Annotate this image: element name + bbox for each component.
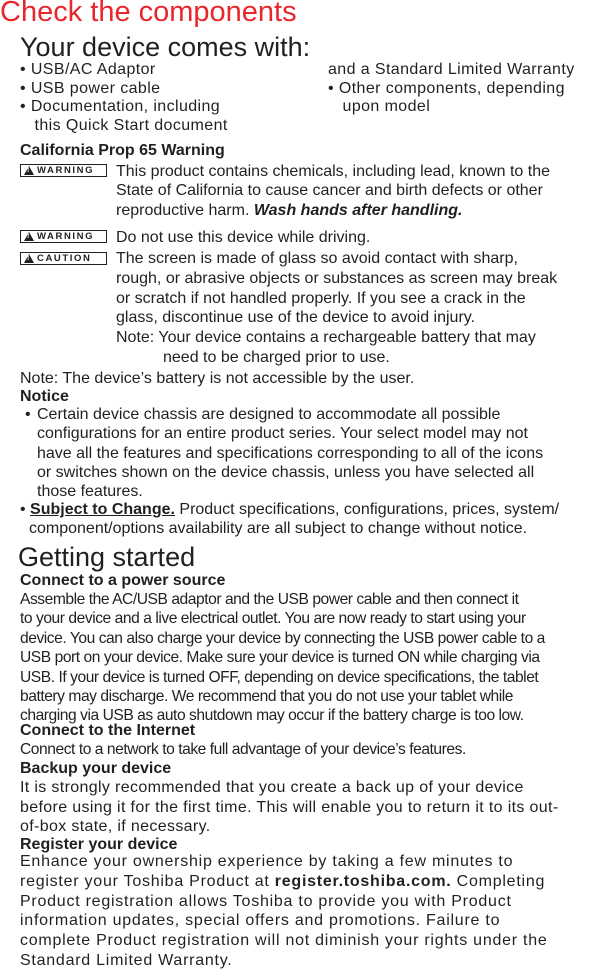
text-line: This product contains chemicals, including lead, known to the [116,163,551,180]
page-heading: Check the components [0,0,297,28]
text-line: battery may discharge. We recommend that you do not use your tablet while [20,688,513,706]
glass-caution-text [116,249,557,328]
power-title: Connect to a power source [20,572,226,589]
internet-title: Connect to the Internet [20,722,196,739]
notice-bullet-2: • Subject to Change. Product specifications, configurations, prices, system/ component/options availability are all subject to change without notice. [20,501,560,538]
text-line: rough, or abrasive objects or substances as screen may break [116,269,558,287]
text-line: complete Product registration will not diminish your rights under the [20,932,548,950]
text-line: configurations for an entire product series. Your select model may not [37,425,528,443]
text-line: USB port on your device. Make sure your device is turned ON while charging via [20,649,540,667]
components-list-left [20,61,228,135]
caution-triangle-icon: ! [24,254,34,263]
caution-label-text: CAUTION [37,253,92,264]
text-line: device. You can also charge your device by connecting the USB power cable to a [20,629,545,647]
components-list-right [328,61,575,117]
list-item: • Documentation, including [20,98,221,115]
text-line: Product registration allows Toshiba to provide you with Product [20,892,512,910]
text-line: before using it for the first time. This will enable you to return it to its out- [20,798,559,816]
text-line: charging via USB as auto shutdown may occur if the battery charge is too low. [20,707,524,725]
text-line: register your Toshiba Product at [20,872,275,890]
text-line: Assemble the AC/USB adaptor and the USB power cable and then connect it [20,591,519,608]
warning-triangle-icon: ! [24,166,34,175]
text-line: Enhance your ownership experience by taking a few minutes to [20,853,514,870]
section-title-device-comes-with: Your device comes with: [20,32,311,62]
backup-title: Backup your device [20,760,172,777]
text-line: Standard Limited Warranty. [20,951,233,969]
text-line: State of California to cause cancer and birth defects or other [116,182,543,200]
list-item: • USB power cable [20,79,161,97]
text-line: or scratch if not handled properly. If you see a crack in the [116,289,526,307]
text-line: have all the features and specifications corresponding to all of the icons [37,444,544,462]
driving-warning-text: Do not use this device while driving. [116,229,371,246]
power-text [20,590,545,726]
text-line: component/options availability are all subject to change without notice. [29,520,528,538]
list-item: and a Standard Limited Warranty [328,61,575,78]
battery-note: Note: The device’s battery is not accessible by the user. [20,370,415,387]
notice-bullet-1 [20,405,543,501]
list-item: upon model [328,98,431,115]
text-line: to your device and a live electrical outlet. You are now ready to start using your [20,610,526,628]
register-title: Register your device [20,836,178,853]
text-line: information updates, special offers and promotions. Failure to [20,912,501,930]
subject-to-change-link: Subject to Change. [30,501,175,518]
text-line: need to be charged prior to use. [163,348,390,366]
text-line: reproductive harm. [116,201,254,219]
list-item: • Other components, depending [328,79,565,97]
backup-text [20,778,559,837]
prop65-text [116,162,550,220]
text-line: Product specifications, configurations, prices, system/ [174,501,560,518]
text-line: Certain device chassis are designed to accommodate all possible [37,406,501,423]
section-title-getting-started: Getting started [18,542,196,572]
warning-label-text: WARNING [37,165,95,176]
battery-charge-note [116,328,536,367]
warning-label-text: WARNING [37,231,95,242]
text-line: The screen is made of glass so avoid contact with sharp, [116,250,518,267]
text-line: of-box state, if necessary. [20,818,211,835]
warning-triangle-icon: ! [24,232,34,241]
list-item: • USB/AC Adaptor [20,61,156,78]
caution-label [20,252,107,265]
prop65-emphasis: Wash hands after handling. [253,201,463,219]
text-line: glass, discontinue use of the device to avoid injury. [116,309,476,327]
warning-label [20,164,107,177]
bullet: • [25,406,31,423]
text-line: Completing [451,872,546,890]
internet-text: Connect to a network to take full advantage of your device’s features. [20,741,466,758]
notice-title: Notice [20,388,69,405]
register-text [20,852,548,971]
text-line: It is strongly recommended that you create a back up of your device [20,779,524,796]
register-link[interactable]: register.toshiba.com. [274,872,452,890]
text-line: those features. [37,483,143,501]
list-item: this Quick Start document [20,116,228,134]
text-line: Note: Your device contains a rechargeable battery that may [116,329,536,346]
warning-label [20,230,107,243]
prop65-title: California Prop 65 Warning [20,142,225,159]
text-line: or switches shown on the device chassis, unless you have selected all [37,463,535,481]
text-line: USB. If your device is turned OFF, depending on device specifications, the tablet [20,668,539,686]
